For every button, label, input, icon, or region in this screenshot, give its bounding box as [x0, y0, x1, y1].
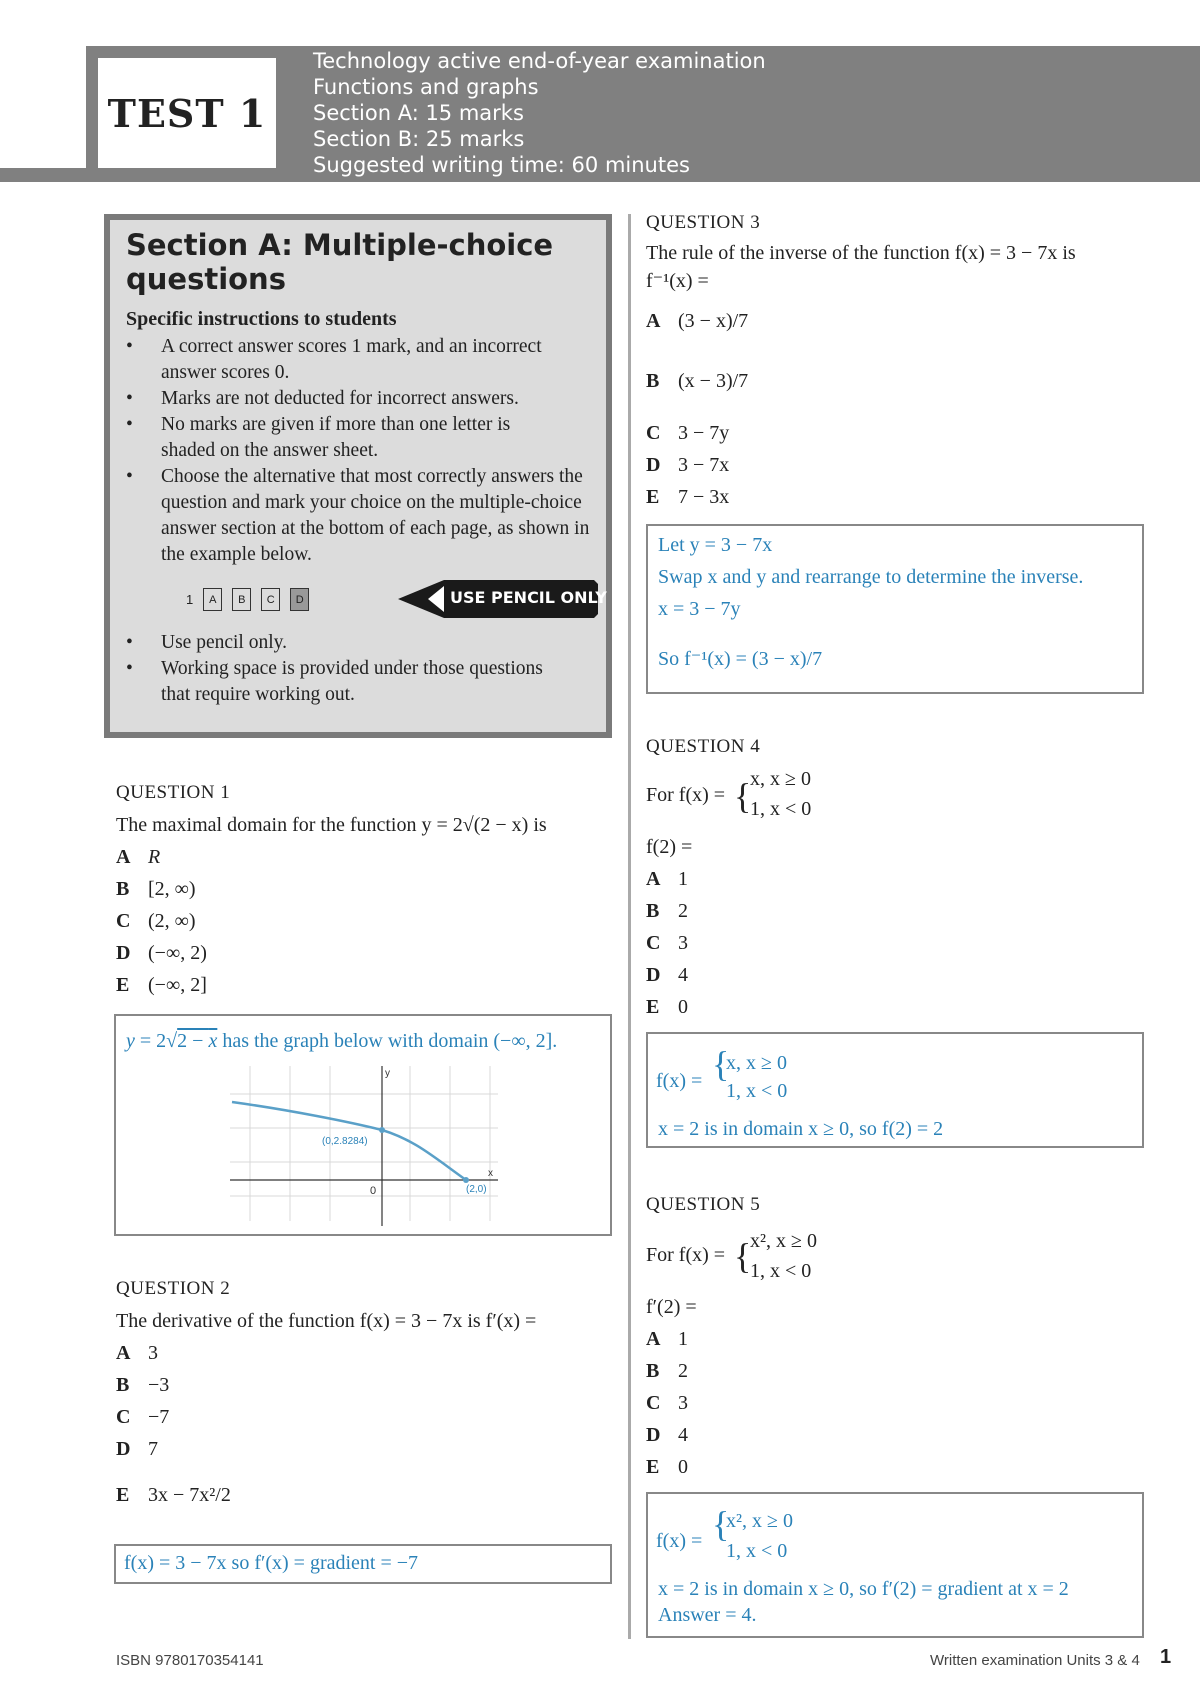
question-1-heading: QUESTION 1	[116, 782, 231, 803]
question-4-ask: f(2) =	[646, 836, 693, 858]
footer-title: Written examination Units 3 & 4	[930, 1652, 1140, 1669]
question-5-option-d[interactable]: D 4	[646, 1424, 688, 1446]
instruction-text: A correct answer scores 1 mark, and an incorrect answer scores 0.	[161, 336, 542, 383]
test-label-inner	[98, 58, 276, 168]
question-5-piece-2: 1, x < 0	[750, 1260, 812, 1282]
question-4-answer-piece-1: x, x ≥ 0	[726, 1052, 787, 1074]
question-2-answer-text: f(x) = 3 − 7x so f′(x) = gradient = −7	[124, 1552, 419, 1574]
question-4-option-b[interactable]: B 2	[646, 900, 688, 922]
question-3-option-e[interactable]: E 7 − 3x	[646, 486, 730, 508]
question-1-option-b[interactable]: B [2, ∞)	[116, 878, 196, 900]
question-2-stem: The derivative of the function f(x) = 3 − 7x is f′(x) =	[116, 1310, 537, 1332]
page-number: 1	[1160, 1646, 1172, 1668]
question-4-piece-1: x, x ≥ 0	[750, 768, 811, 790]
question-5-ask: f′(2) =	[646, 1296, 697, 1318]
question-5-heading: QUESTION 5	[646, 1194, 761, 1215]
question-2-option-d[interactable]: D 7	[116, 1438, 158, 1460]
instruction-item	[126, 386, 596, 412]
brace-icon: {	[734, 1236, 752, 1276]
instruction-item	[126, 630, 596, 656]
bullet: •	[126, 336, 133, 357]
header-line: Functions and graphs	[313, 75, 539, 99]
question-1-option-a[interactable]: A R	[116, 846, 161, 868]
pencil-label: USE PENCIL ONLY	[450, 588, 607, 607]
graph-y-label: y	[385, 1068, 390, 1079]
graph-point-label: (0,2.8284)	[322, 1136, 368, 1147]
question-3-option-c[interactable]: C 3 − 7y	[646, 422, 730, 444]
instruction-item	[126, 412, 566, 464]
column-divider	[628, 214, 631, 1639]
question-4-option-c[interactable]: C 3	[646, 932, 688, 954]
question-4-stem: For f(x) =	[646, 784, 726, 806]
question-4-piece-2: 1, x < 0	[750, 798, 812, 820]
question-4-answer-line: f(x) =	[656, 1070, 703, 1092]
question-2-option-c[interactable]: C −7	[116, 1406, 170, 1428]
instruction-text: Use pencil only.	[161, 632, 287, 653]
section-a-subtitle: Specific instructions to students	[126, 308, 397, 330]
question-1-stem: The maximal domain for the function y = 2√(2 − x) is	[116, 814, 547, 836]
example-box-d-shaded: D	[290, 588, 309, 611]
bullet: •	[126, 632, 133, 653]
brace-icon: {	[734, 776, 752, 816]
question-5-option-c[interactable]: C 3	[646, 1392, 688, 1414]
question-5-answer-piece-1: x², x ≥ 0	[726, 1510, 793, 1532]
question-1-graph	[230, 1066, 500, 1226]
bullet: •	[126, 658, 133, 679]
header-line: Technology active end-of-year examination	[313, 49, 766, 73]
question-1-option-d[interactable]: D (−∞, 2)	[116, 942, 207, 964]
question-5-option-a[interactable]: A 1	[646, 1328, 688, 1350]
question-1-option-e[interactable]: E (−∞, 2]	[116, 974, 207, 996]
example-box-c: C	[261, 588, 280, 611]
question-1-option-c[interactable]: C (2, ∞)	[116, 910, 196, 932]
header-line: Suggested writing time: 60 minutes	[313, 153, 690, 177]
question-4-answer-piece-2: 1, x < 0	[726, 1080, 788, 1102]
example-box-b: B	[232, 588, 251, 611]
question-5-option-e[interactable]: E 0	[646, 1456, 688, 1478]
question-2-heading: QUESTION 2	[116, 1278, 231, 1299]
graph-x-label: x	[488, 1168, 493, 1179]
instruction-item	[126, 656, 546, 708]
question-3-answer-line: So f⁻¹(x) = (3 − x)/7	[658, 648, 823, 670]
example-number: 1	[186, 592, 194, 607]
question-5-answer-piece-2: 1, x < 0	[726, 1540, 788, 1562]
instruction-text: Choose the alternative that most correctly answers the question and mark your choice on the multiple-choice answer section at the bottom of each page, as shown in the example below.	[161, 466, 590, 565]
instruction-text: Marks are not deducted for incorrect answers.	[161, 388, 519, 409]
question-4-option-a[interactable]: A 1	[646, 868, 688, 890]
question-4-option-d[interactable]: D 4	[646, 964, 688, 986]
header-info	[313, 48, 766, 178]
example-box-a: A	[203, 588, 222, 611]
brace-icon: {	[712, 1504, 730, 1544]
header-line: Section B: 25 marks	[313, 127, 525, 151]
question-2-option-a[interactable]: A 3	[116, 1342, 158, 1364]
instruction-item	[126, 334, 596, 386]
question-3-answer-line: x = 3 − 7y	[658, 598, 741, 620]
header-notch	[0, 46, 86, 168]
question-3-stem: The rule of the inverse of the function f(x) = 3 − 7x is	[646, 242, 1076, 264]
question-5-stem: For f(x) =	[646, 1244, 726, 1266]
question-5-answer-line: x = 2 is in domain x ≥ 0, so f′(2) = gradient at x = 2	[658, 1578, 1069, 1600]
question-5-answer-line: Answer = 4.	[658, 1604, 757, 1626]
bullet: •	[126, 466, 133, 487]
question-3-answer-line: Let y = 3 − 7x	[658, 534, 773, 556]
question-3-option-a[interactable]: A (3 − x)/7	[646, 310, 749, 332]
bullet: •	[126, 388, 133, 409]
instruction-item	[126, 464, 596, 568]
question-5-piece-1: x², x ≥ 0	[750, 1230, 817, 1252]
question-3-option-b[interactable]: B (x − 3)/7	[646, 370, 749, 392]
section-a-title: Section A: Multiple-choice questions	[126, 228, 554, 296]
question-5-answer-line: f(x) =	[656, 1530, 703, 1552]
test-label: TEST 1	[107, 90, 267, 136]
question-3-stem-2: f⁻¹(x) =	[646, 270, 709, 292]
question-3-option-d[interactable]: D 3 − 7x	[646, 454, 730, 476]
question-3-answer-line: Swap x and y and rearrange to determine the inverse.	[658, 566, 1084, 588]
bullet: •	[126, 414, 133, 435]
question-2-option-b[interactable]: B −3	[116, 1374, 170, 1396]
question-4-option-e[interactable]: E 0	[646, 996, 688, 1018]
question-4-heading: QUESTION 4	[646, 736, 761, 757]
footer-isbn: ISBN 9780170354141	[116, 1652, 264, 1669]
question-3-heading: QUESTION 3	[646, 212, 761, 233]
answer-sheet-example	[186, 588, 309, 611]
instruction-text: Working space is provided under those questions that require working out.	[161, 658, 543, 705]
graph-end-label: (2,0)	[466, 1184, 487, 1195]
header-line: Section A: 15 marks	[313, 101, 524, 125]
question-2-option-e[interactable]: E 3x − 7x²/2	[116, 1484, 231, 1506]
question-1-answer-text: y = 2√2 − x has the graph below with domain (−∞, 2].	[126, 1030, 558, 1052]
instruction-text: No marks are given if more than one letter is shaded on the answer sheet.	[161, 414, 511, 461]
brace-icon: {	[712, 1044, 730, 1084]
graph-origin-label: 0	[370, 1185, 377, 1197]
question-4-answer-line: x = 2 is in domain x ≥ 0, so f(2) = 2	[658, 1118, 944, 1140]
question-5-option-b[interactable]: B 2	[646, 1360, 688, 1382]
